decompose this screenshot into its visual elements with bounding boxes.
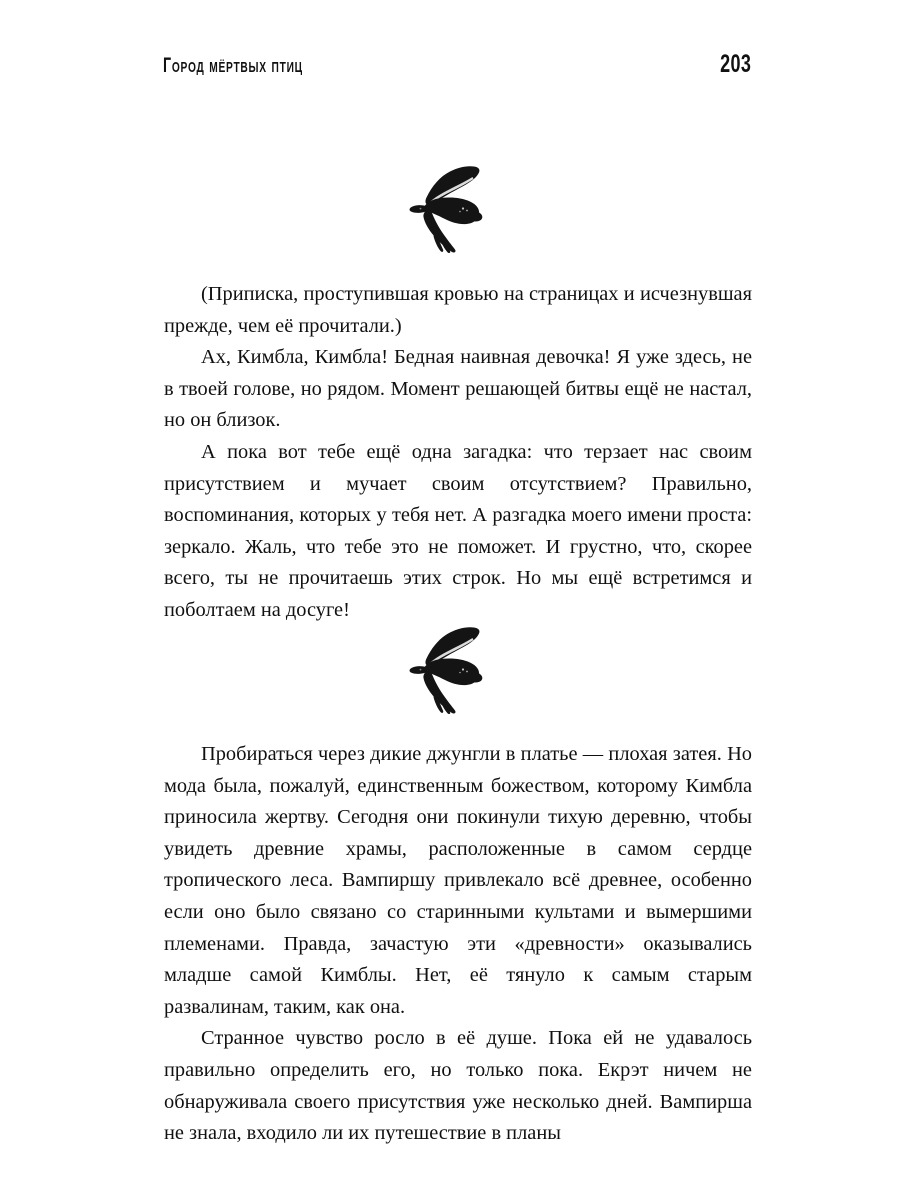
paragraph: (Приписка, проступившая кровью на страницах и исчезнувшая прежде, чем её прочитали.) — [164, 283, 752, 337]
flying-raven-ornament-middle — [0, 624, 900, 716]
raven-icon — [408, 164, 492, 254]
body-text-block-two — [164, 739, 752, 1150]
paragraph: Странное чувство росло в её душе. Пока ей не удавалось правильно определить его, но только пока. Екрэт ничем не обнаруживала своего присутствия уже несколько дней. Вампирша не знала, входило ли их путешествие в планы — [164, 1027, 752, 1145]
running-head — [163, 52, 751, 82]
page-number: 203 — [719, 50, 751, 78]
flying-raven-ornament-top — [0, 163, 900, 255]
paragraph: Пробираться через дикие джунгли в платье — плохая затея. Но мода была, пожалуй, единственным божеством, которому Кимбла приносила жертву. Сегодня они покинули тихую деревню, чтобы увидеть древние храмы, расположенные в самом сердце тропического леса. Вампиршу привлекало всё древнее, особенно если оно было связано со старинными культами и вымершими племенами. Правда, зачастую эти «древности» оказывались младше самой Кимблы. Нет, её тянуло к самым старым развалинам, таким, как она. — [164, 743, 752, 1018]
raven-icon — [408, 625, 492, 715]
paragraph: Ах, Кимбла, Кимбла! Бедная наивная девочка! Я уже здесь, не в твоей голове, но рядом. Момент решающей битвы ещё не настал, но он близок. — [164, 346, 752, 432]
body-text-block-one — [164, 279, 752, 627]
running-head-title: Город мёртвых птиц — [163, 54, 303, 77]
paragraph: А пока вот тебе ещё одна загадка: что терзает нас своим присутствием и мучает своим отсутствием? Правильно, воспоминания, которых у тебя нет. А разгадка моего имени проста: зеркало. Жаль, что тебе это не поможет. И грустно, что, скорее всего, ты не прочитаешь этих строк. Но мы ещё встретимся и поболтаем на досуге! — [164, 440, 752, 621]
